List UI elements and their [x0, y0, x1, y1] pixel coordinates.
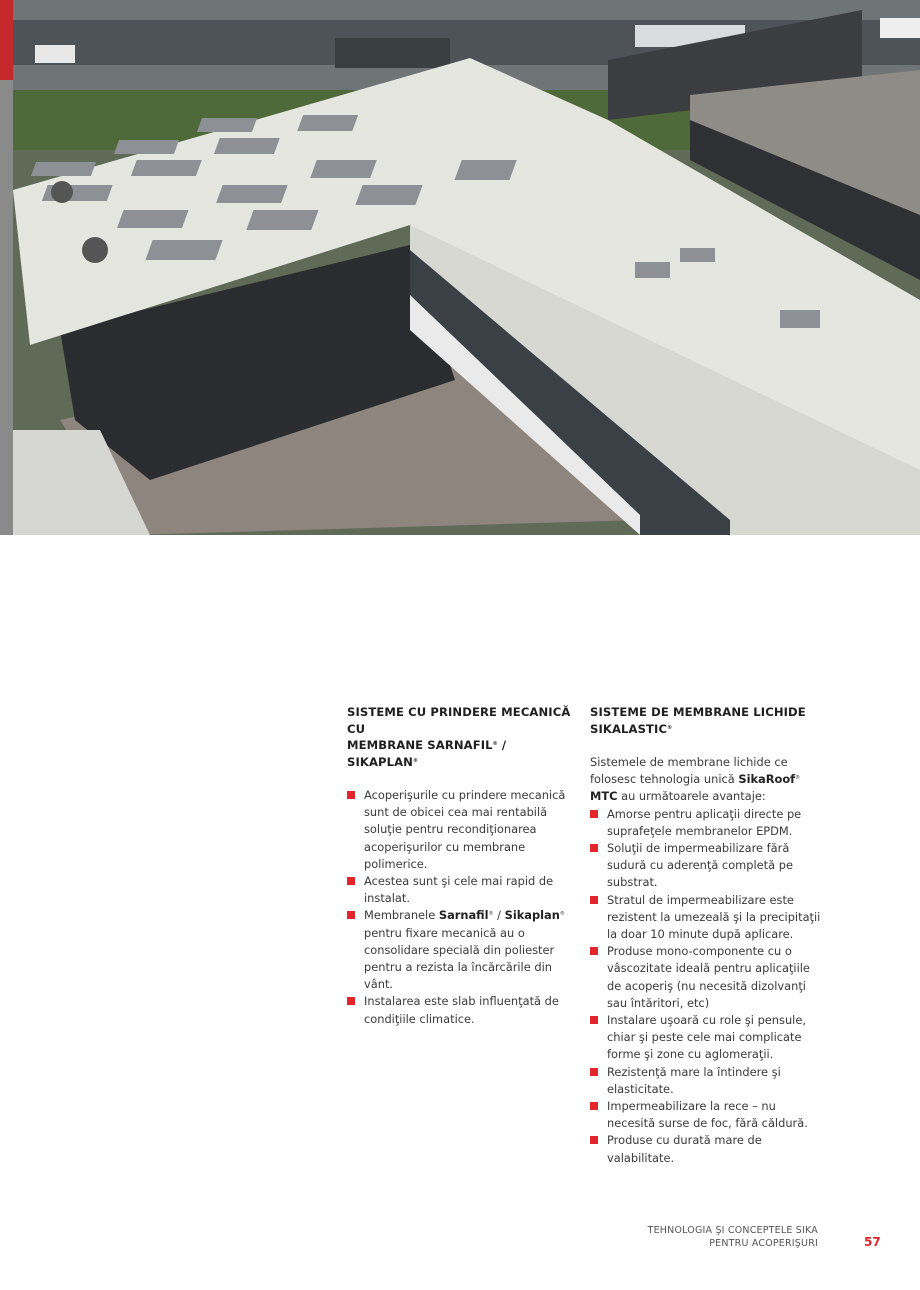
bullet-square-icon	[590, 1016, 598, 1024]
list-item: Soluţii de impermeabilizare fără sudură cu aderenţă completă pe substrat.	[590, 840, 822, 892]
list-item: Impermeabilizare la rece – nu necesită surse de foc, fără căldură.	[590, 1098, 822, 1132]
mechanical-fixing-section	[347, 704, 577, 1028]
building-flat-roof-photo-icon	[0, 0, 920, 535]
list-item: Instalarea este slab influenţată de condiţiile climatice.	[347, 993, 577, 1027]
bullet-list	[347, 787, 577, 1028]
list-item: Rezistenţă mare la întindere şi elasticitate.	[590, 1064, 822, 1098]
bullet-square-icon	[347, 997, 355, 1005]
section-heading: SISTEME CU PRINDERE MECANICĂ CU MEMBRANE SARNAFIL® / SIKAPLAN®	[347, 705, 571, 769]
intro-paragraph: Sistemele de membrane lichide ce folosesc tehnologia unică SikaRoof® MTC au următoarele avantaje:	[590, 755, 801, 804]
bullet-square-icon	[590, 1136, 598, 1144]
bullet-square-icon	[347, 911, 355, 919]
list-item: Produse mono-componente cu o vâscozitate ideală pentru aplicaţiile de acoperiş (nu necesită dizolvanţi sau întăritori, etc)	[590, 943, 822, 1012]
list-item: Acestea sunt şi cele mai rapid de instalat.	[347, 873, 577, 907]
bullet-square-icon	[347, 877, 355, 885]
page-number: 57	[864, 1235, 881, 1249]
bullet-square-icon	[590, 1068, 598, 1076]
list-item: Instalare uşoară cu role şi pensule, chiar şi peste cele mai complicate forme şi zone cu aglomeraţii.	[590, 1012, 822, 1064]
footer-title-line2: PENTRU ACOPERIŞURI	[709, 1238, 818, 1249]
list-item: Amorse pentru aplicaţii directe pe suprafeţele membranelor EPDM.	[590, 806, 822, 840]
footer-title-line1: TEHNOLOGIA ŞI CONCEPTELE SIKA	[647, 1225, 818, 1236]
section-heading: SISTEME DE MEMBRANE LICHIDE SIKALASTIC®	[590, 705, 806, 736]
list-item: Produse cu durată mare de valabilitate.	[590, 1132, 822, 1166]
list-item: Acoperişurile cu prindere mecanică sunt de obicei cea mai rentabilă soluţie pentru recondiţionarea acoperişurilor cu membrane polimerice.	[347, 787, 577, 873]
bullet-square-icon	[347, 791, 355, 799]
liquid-membrane-section	[590, 704, 822, 1167]
bullet-list	[590, 806, 822, 1167]
bullet-square-icon	[590, 947, 598, 955]
bullet-square-icon	[590, 844, 598, 852]
bullet-square-icon	[590, 810, 598, 818]
list-item: Membranele Sarnafil® / Sikaplan® pentru fixare mecanică au o consolidare specială din poliester pentru a rezista la încărcările din vânt.	[347, 907, 577, 993]
list-item: Stratul de impermeabilizare este rezistent la umezeală şi la precipitaţii la doar 10 minute după aplicare.	[590, 892, 822, 944]
building-roof-photo	[0, 0, 920, 535]
bullet-square-icon	[590, 1102, 598, 1110]
bullet-square-icon	[590, 896, 598, 904]
page-footer	[648, 1224, 818, 1250]
